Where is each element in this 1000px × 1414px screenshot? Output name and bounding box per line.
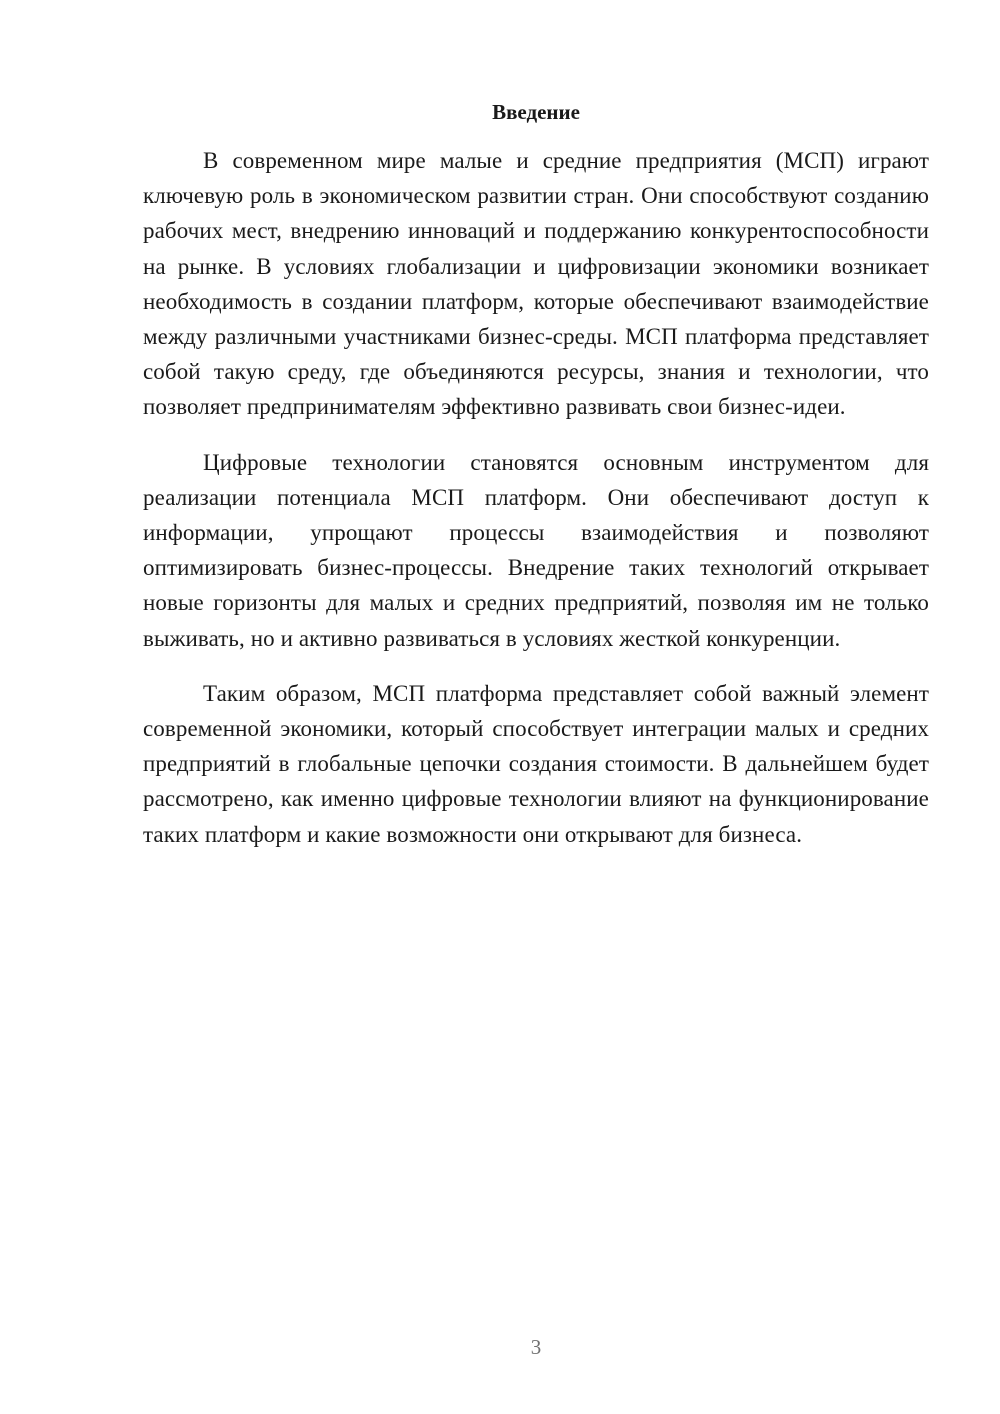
- page-number: 3: [530, 1335, 542, 1359]
- section-title: Введение: [492, 100, 580, 124]
- paragraph-1: В современном мире малые и средние предприятия (МСП) играют ключевую роль в экономическом развитии стран. Они способствуют созданию рабочих мест, внедрению инноваций и поддержанию конкурентоспособности на рынке. В условиях глобализации и цифровизации экономики возникает необходимость в создании платформ, которые обеспечивают взаимодействие между различными участниками бизнес-среды. МСП платформа представляет собой такую среду, где объединяются ресурсы, знания и технологии, что позволяет предпринимателям эффективно развивать свои бизнес-идеи.: [143, 148, 929, 420]
- document-body: [143, 143, 929, 852]
- paragraph-2: Цифровые технологии становятся основным инструментом для реализации потенциала МСП платформ. Они обеспечивают доступ к информации, упрощают процессы взаимодействия и позволяют оптимизировать бизнес-процессы. Внедрение таких технологий открывает новые горизонты для малых и средних предприятий, позволяя им не только выживать, но и активно развиваться в условиях жесткой конкуренции.: [143, 449, 929, 651]
- paragraph-3: Таким образом, МСП платформа представляет собой важный элемент современной экономики, который способствует интеграции малых и средних предприятий в глобальные цепочки создания стоимости. В дальнейшем будет рассмотрено, как именно цифровые технологии влияют на функционирование таких платформ и какие возможности они открывают для бизнеса.: [143, 680, 929, 847]
